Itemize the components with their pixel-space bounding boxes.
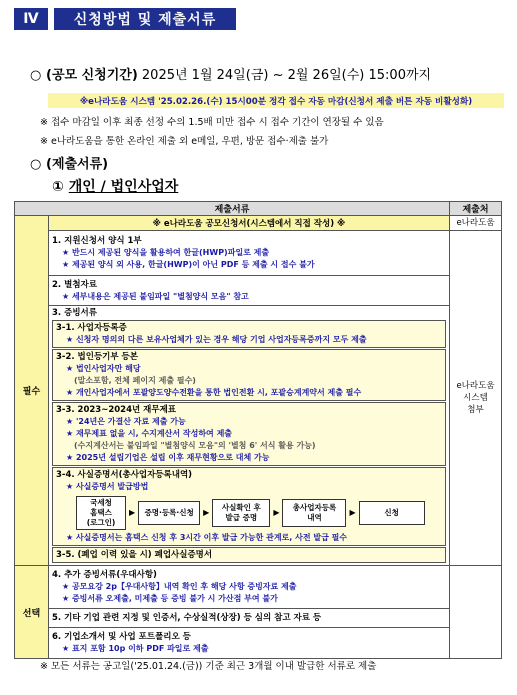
deadline-banner: ※e나라도움 시스템 '25.02.26.(수) 15시00분 정각 접수 자동 마감(신청서 제출 버튼 자동 비활성화) [48,93,504,108]
flow-step-line: 사실확인 후 [221,503,261,512]
section-3-3-title: 3-3. 2023~2024년 재무제표 [56,405,176,415]
arrow-right-icon: ▶ [349,508,356,517]
subsection-number: ① [52,179,64,195]
flow-step-line: 홈택스 [90,508,112,517]
where-optional-cell [450,566,502,659]
section-3-2 [52,349,446,401]
documents-table [14,201,502,659]
section-1-title: 1. 지원신청서 양식 1부 [52,236,142,246]
application-period [30,64,431,83]
list-item: ★ 법인사업자만 해당 [66,364,141,373]
subsection-title: 개인 / 법인사업자 [68,179,179,195]
flow-step-confirm [212,499,270,527]
section-3-1 [52,320,446,348]
list-item: ★ '24년은 가결산 자료 제출 가능 [66,417,186,426]
where-enaradoum: e나라도움 [450,216,502,231]
flow-step-registration [282,499,346,527]
arrow-right-icon: ▶ [129,508,136,517]
section-3-3 [52,402,446,466]
flow-step-apply: 신청 [359,501,425,525]
list-item: ★ 재무제표 없을 시, 수지계산서 작성하여 제출 [66,429,233,438]
circle-bullet: ○ [30,157,42,172]
table-row [15,306,502,566]
section-2-title: 2. 별첨자료 [52,279,97,290]
flow-step-line: 총사업자등록 [292,503,337,512]
flow-step-line: 국세청 [90,498,112,507]
section-3 [49,306,450,566]
optional-label: 선택 [15,566,49,659]
note-extension: ※ 접수 마감일 이후 최종 선정 수의 1.5배 미만 접수 시 접수 기간이 연장될 수 있음 [40,117,384,128]
section-3-1-title: 3-1. 사업자등록증 [56,323,127,333]
section-3-4 [52,467,446,546]
list-item: ★ 개인사업자에서 포괄양도양수전환을 통한 법인전환 시, 포괄승계계약서 제출 필수 [66,388,362,397]
footnote: ※ 모든 서류는 공고일('25.01.24.(금)) 기준 최근 3개월 이내 발급한 서류로 제출 [40,661,377,672]
section-3-5 [52,547,446,563]
note-text: (수지계산서는 붙임파일 "별첨양식 모음"의 '별첨 6' 서식 활용 가능) [74,441,316,450]
section-number: Ⅳ [14,8,48,30]
section-6-title: 6. 기업소개서 및 사업 포트폴리오 등 [52,632,191,642]
list-item: ★ 사실증명서 발급방법 [66,482,149,491]
list-item: ★ 제공된 양식 외 사용, 한글(HWP)이 아닌 PDF 등 제출 시 접수 불가 [62,260,315,269]
list-item: ★ 신청자 명의의 다른 보유사업체가 있는 경우 해당 기업 사업자등록증까지 모두 제출 [66,335,367,344]
where-attach-line: 시스템 [463,393,488,403]
period-text: 2025년 1월 24일(금) ~ 2월 26일(수) 15:00까지 [141,68,432,83]
flow-step-line: 내역 [307,513,322,522]
section-5: 5. 기타 기업 관련 지정 및 인증서, 수상실적(상장) 등 심의 참고 자료 등 [49,609,450,628]
table-row [15,276,502,306]
required-label: 필수 [15,216,49,566]
flow-step-line: 발급 증명 [225,513,258,522]
table-row [15,566,502,609]
circle-bullet: ○ [30,68,42,83]
section-3-5-title: 3-5. (폐업 이력 있을 시) 폐업사실증명서 [56,550,213,560]
subsection-heading [52,176,178,196]
arrow-right-icon: ▶ [273,508,280,517]
period-label: (공모 신청기간) [46,68,138,83]
section-3-4-title: 3-4. 사실증명서(총사업자등록내역) [56,470,193,480]
section-6 [49,628,450,659]
application-form-row: ※ e나라도움 공모신청서(시스템에서 직접 작성) ※ [49,216,450,231]
table-row [15,628,502,659]
flow-step-hometax [76,496,126,530]
list-item: ★ 표지 포함 10p 이하 PDF 파일로 제출 [62,644,209,653]
list-item: ★ 증빙서류 오제출, 미제출 등 증빙 불가 시 가산점 부여 불가 [62,594,278,603]
table-row [15,216,502,231]
issuance-flow [76,496,442,530]
where-attach-line: 첨부 [467,405,484,415]
col-header-where: 제출처 [450,202,502,216]
table-row [15,609,502,628]
section-3-2-title: 3-2. 법인등기부 등본 [56,352,138,362]
note-text: (말소포함, 전체 페이지 제출 필수) [74,376,196,385]
section-4-title: 4. 추가 증빙서류(우대사항) [52,570,157,580]
list-item: ★ 2025년 설립기업은 설립 이후 재무현황으로 대체 가능 [66,453,270,462]
arrow-right-icon: ▶ [203,508,210,517]
list-item: ★ 사실증명서는 홈택스 신청 후 3시간 이후 발급 가능한 관계로, 사전 발급 필수 [66,533,348,542]
section-header [14,8,236,30]
section-title: 신청방법 및 제출서류 [54,8,236,30]
where-attach-cell [450,231,502,566]
documents-label: (제출서류) [46,157,109,172]
flow-step-line: (로그인) [86,518,116,527]
flow-step-certify: 증명·등록·신청 [138,501,200,525]
section-2 [49,276,450,306]
table-row [15,231,502,276]
list-item: ★ 공모요강 2p【우대사항】내역 확인 후 해당 사항 증빙자료 제출 [62,582,297,591]
documents-heading [30,153,108,172]
section-4 [49,566,450,609]
note-online-only: ※ e나라도움을 통한 온라인 제출 외 e메일, 우편, 방문 접수·제출 불가 [40,136,329,147]
section-1 [49,231,450,276]
section-3-title: 3. 증빙서류 [52,308,97,318]
list-item: ★ 세부내용은 제공된 붙임파일 "별첨양식 모음" 참고 [62,291,249,301]
col-header-docs: 제출서류 [15,202,450,216]
where-attach-line: e나라도움 [456,381,495,391]
table-header-row [15,202,502,216]
list-item: ★ 반드시 제공된 양식을 활용하여 한글(HWP)파일로 제출 [62,248,270,257]
